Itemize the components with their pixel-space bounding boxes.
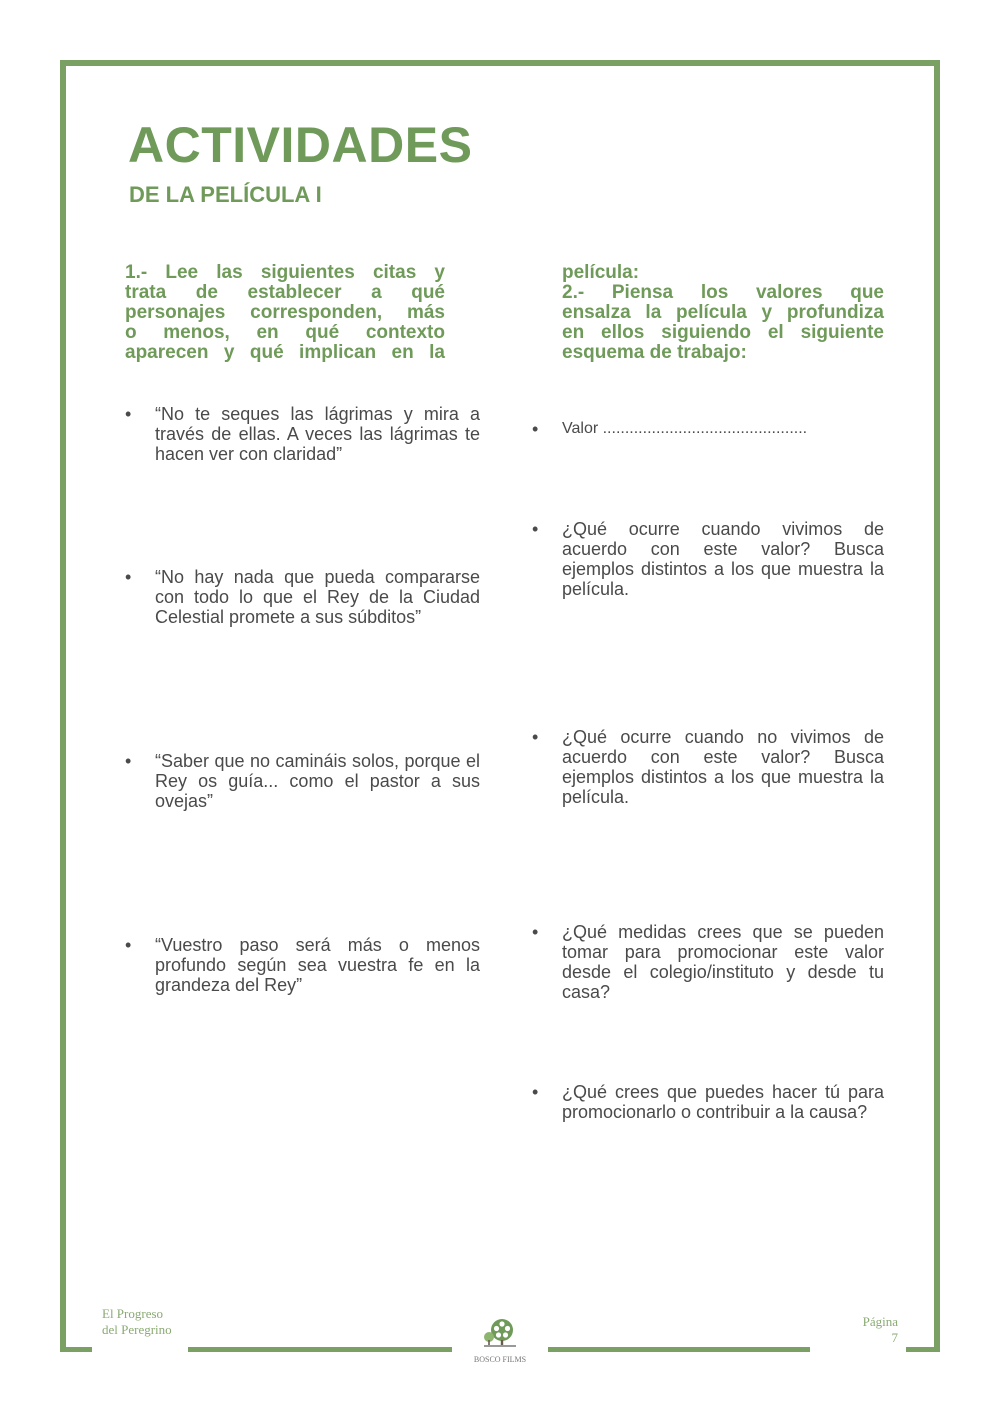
heading-line: trata de establecer a qué — [125, 282, 445, 303]
heading-line: 1.- Lee las siguientes citas y — [125, 262, 445, 283]
bosco-films-logo — [470, 1312, 530, 1372]
heading-line: o menos, en qué contexto — [125, 322, 445, 343]
question-1-heading — [125, 263, 445, 363]
page-subtitle: DE LA PELÍCULA I — [129, 182, 322, 207]
quote-item — [125, 567, 480, 627]
footer-page-value: 7 — [891, 1330, 898, 1345]
bullet-icon: • — [532, 727, 539, 747]
quote-item — [125, 935, 480, 995]
footer-page-number — [820, 1314, 898, 1346]
quote-text: “Saber que no camináis solos, porque el Rey os guía... como el pastor a sus ovejas” — [155, 751, 480, 811]
bullet-icon: • — [125, 567, 132, 587]
film-reel-icon — [480, 1312, 520, 1352]
work-item — [532, 1082, 884, 1122]
work-item-text: ¿Qué crees que puedes hacer tú para promocionarlo o contribuir a la causa? — [562, 1082, 884, 1122]
question-1-heading-continuation: película: — [562, 262, 640, 283]
footer-book-title — [102, 1306, 172, 1338]
work-item — [532, 519, 884, 599]
heading-line: 2.- Piensa los valores que — [562, 282, 884, 303]
quote-text: “Vuestro paso será más o menos profundo según sea vuestra fe en la grandeza del Rey” — [155, 935, 480, 995]
valor-item — [532, 419, 884, 439]
frame-bottom-border — [60, 1347, 92, 1352]
work-item-text: ¿Qué ocurre cuando vivimos de acuerdo con este valor? Busca ejemplos distintos a los que muestra la película. — [562, 519, 884, 599]
bullet-icon: • — [532, 419, 539, 439]
work-item-text: ¿Qué ocurre cuando no vivimos de acuerdo con este valor? Busca ejemplos distintos a los que muestra la película. — [562, 727, 884, 807]
heading-line: en ellos siguiendo el siguiente — [562, 322, 884, 343]
bullet-icon: • — [532, 922, 539, 942]
work-item — [532, 922, 884, 1002]
frame-right-border — [934, 60, 940, 1352]
heading-line: ensalza la película y profundiza — [562, 302, 884, 323]
footer-page-label: Página — [862, 1314, 898, 1329]
frame-bottom-border — [906, 1347, 940, 1352]
quote-item — [125, 751, 480, 811]
bullet-icon: • — [125, 935, 132, 955]
question-2-heading — [562, 283, 884, 363]
frame-top-border — [60, 60, 940, 66]
footer-line: El Progreso — [102, 1306, 164, 1321]
bullet-icon: • — [532, 519, 539, 539]
quote-text: “No hay nada que pueda compararse con todo lo que el Rey de la Ciudad Celestial promete a sus súbditos” — [155, 567, 480, 627]
footer-line: del Peregrino — [102, 1322, 172, 1337]
bullet-icon: • — [125, 751, 132, 771]
quote-item — [125, 404, 480, 464]
work-item-text: ¿Qué medidas crees que se pueden tomar para promocionar este valor desde el colegio/instituto y desde tu casa? — [562, 922, 884, 1002]
work-item — [532, 727, 884, 807]
frame-bottom-border — [548, 1347, 810, 1352]
frame-bottom-border — [188, 1347, 452, 1352]
page-title: ACTIVIDADES — [128, 117, 473, 173]
heading-line: esquema de trabajo: — [562, 342, 747, 363]
bullet-icon: • — [532, 1082, 539, 1102]
quote-text: “No te seques las lágrimas y mira a través de ellas. A veces las lágrimas te hacen ver con claridad” — [155, 404, 480, 464]
valor-line: Valor .............................................. — [562, 420, 808, 437]
heading-line: aparecen y qué implican en la — [125, 342, 445, 363]
heading-line: personajes corresponden, más — [125, 302, 445, 323]
frame-left-border — [60, 60, 66, 1352]
logo-text: BOSCO FILMS — [473, 1355, 527, 1364]
bullet-icon: • — [125, 404, 132, 424]
